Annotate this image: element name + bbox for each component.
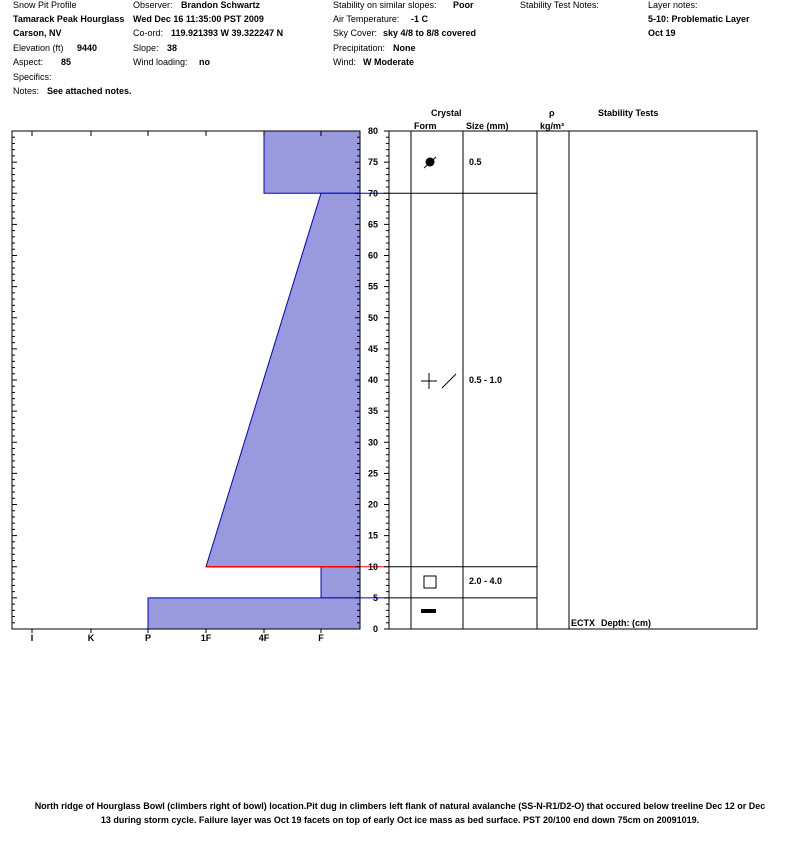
y-tick-label: 45 bbox=[367, 343, 378, 354]
y-tick-label: 25 bbox=[367, 468, 378, 479]
sky-value: sky 4/8 to 8/8 covered bbox=[383, 28, 477, 38]
layer-table-grid bbox=[389, 131, 757, 629]
layer-size-1: 0.5 bbox=[469, 157, 482, 167]
observer-label: Observer: bbox=[133, 0, 173, 10]
crystal-header: Crystal bbox=[431, 108, 462, 118]
pit-notes-footer: North ridge of Hourglass Bowl (climbers right of bowl) location.Pit dug in climbers left flank of natural avalanche (SS-N-R1/D2-O) that occured below treeline Dec 12 or Dec 13 during storm cycle. Failure layer was Oct 19 facets on top of early Oct ice mass as bed surface. PST 20/100 end down 75cm on 20091019. bbox=[34, 801, 766, 825]
rounded-grain-icon bbox=[424, 157, 436, 168]
observer-value: Brandon Schwartz bbox=[181, 0, 261, 10]
new-snow-icon bbox=[421, 373, 456, 389]
y-tick-label: 35 bbox=[367, 406, 378, 417]
sky-label: Sky Cover: bbox=[333, 28, 378, 38]
hardness-tick-label: 1F bbox=[200, 633, 212, 643]
crystal-form-icons bbox=[421, 157, 456, 613]
rho-header: ρ bbox=[549, 108, 555, 118]
y-tick-label: 80 bbox=[367, 126, 378, 136]
elevation-label: Elevation (ft) bbox=[13, 43, 64, 53]
layer-boundary-lines bbox=[360, 193, 537, 598]
stability-test-notes-label: Stability Test Notes: bbox=[520, 0, 599, 10]
y-tick-label: 15 bbox=[367, 530, 378, 541]
stability-test-depth-label: Depth: (cm) bbox=[601, 618, 651, 628]
y-tick-label: 40 bbox=[367, 375, 378, 385]
faceted-crystal-icon bbox=[424, 576, 436, 588]
elevation-value: 9440 bbox=[77, 43, 98, 53]
layer-size-3: 2.0 - 4.0 bbox=[469, 576, 503, 586]
layer-notes-label: Layer notes: bbox=[648, 0, 698, 10]
coord-value: 119.921393 W 39.322247 N bbox=[171, 28, 284, 38]
location-name: Tamarack Peak Hourglass bbox=[13, 14, 125, 24]
size-header: Size (mm) bbox=[466, 121, 509, 131]
air-temp-value: -1 C bbox=[411, 14, 429, 24]
notes-label: Notes: bbox=[13, 86, 40, 96]
precip-label: Precipitation: bbox=[333, 43, 386, 53]
wind-value: W Moderate bbox=[363, 57, 415, 67]
layer-note-1: 5-10: Problematic Layer bbox=[648, 14, 750, 24]
precip-value: None bbox=[393, 43, 416, 53]
aspect-value: 85 bbox=[61, 57, 72, 67]
profile-title: Snow Pit Profile bbox=[13, 0, 77, 10]
y-tick-label: 55 bbox=[367, 281, 378, 292]
wind-loading-label: Wind loading: bbox=[133, 57, 188, 67]
coord-label: Co-ord: bbox=[133, 28, 164, 38]
layer-note-2: Oct 19 bbox=[648, 28, 676, 38]
ice-crust-icon bbox=[421, 609, 436, 613]
hardness-layer-4 bbox=[148, 598, 360, 629]
stability-value: Poor bbox=[453, 0, 474, 10]
hardness-tick-label: F bbox=[318, 633, 324, 643]
y-tick-label: 70 bbox=[367, 188, 378, 199]
y-tick-label: 0 bbox=[372, 624, 378, 634]
y-tick-label: 20 bbox=[367, 499, 378, 510]
stability-tests-header: Stability Tests bbox=[598, 108, 659, 118]
layer-size-2: 0.5 - 1.0 bbox=[469, 375, 503, 385]
density-unit-header: kg/m³ bbox=[540, 121, 565, 131]
slope-value: 38 bbox=[167, 43, 178, 53]
wind-loading-value: no bbox=[199, 57, 210, 67]
slope-label: Slope: bbox=[133, 43, 159, 53]
stability-label: Stability on similar slopes: bbox=[333, 0, 437, 10]
hardness-profile-area bbox=[148, 131, 360, 629]
notes-value: See attached notes. bbox=[47, 86, 132, 96]
stability-test-result: ECTX bbox=[571, 618, 596, 628]
y-tick-label: 10 bbox=[367, 561, 378, 572]
hardness-tick-label: P bbox=[144, 633, 152, 643]
y-tick-label: 50 bbox=[367, 312, 378, 323]
y-tick-label: 75 bbox=[367, 157, 378, 168]
wind-label: Wind: bbox=[333, 57, 357, 67]
location-city: Carson, NV bbox=[13, 28, 62, 38]
observation-datetime: Wed Dec 16 11:35:00 PST 2009 bbox=[133, 14, 264, 24]
aspect-label: Aspect: bbox=[13, 57, 44, 67]
hardness-tick-label: I bbox=[30, 633, 34, 643]
y-tick-label: 60 bbox=[367, 250, 378, 261]
air-temp-label: Air Temperature: bbox=[333, 14, 400, 24]
hardness-tick-label: 4F bbox=[258, 633, 270, 643]
form-header: Form bbox=[414, 121, 437, 131]
y-tick-label: 30 bbox=[367, 437, 378, 448]
hardness-layer-2 bbox=[206, 193, 360, 567]
hardness-layer-1 bbox=[264, 131, 360, 193]
hardness-tick-label: K bbox=[87, 633, 95, 643]
hardness-layer-3 bbox=[321, 567, 360, 598]
specifics-label: Specifics: bbox=[13, 72, 52, 82]
y-tick-label: 65 bbox=[367, 219, 378, 230]
y-tick-label: 5 bbox=[372, 592, 378, 603]
